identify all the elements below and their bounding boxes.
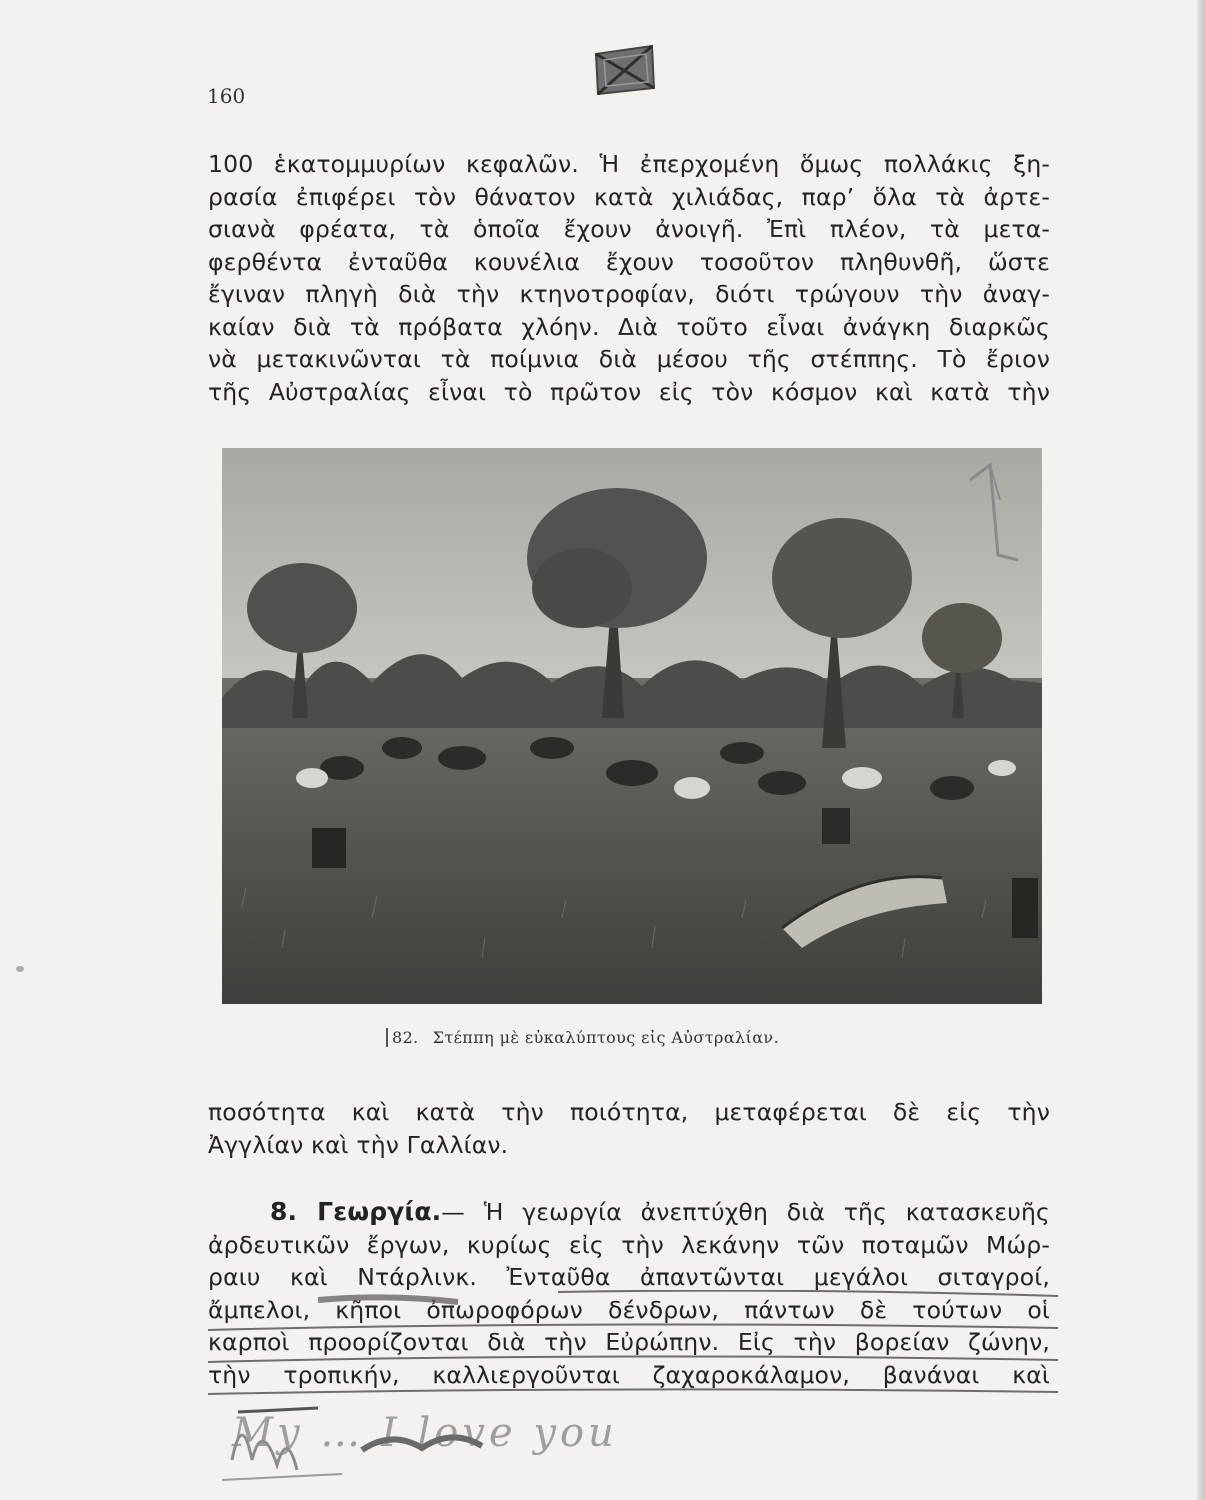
text-line: φερθέντα ἐνταῦθα κουνέλια ἔχουν τοσοῦτον πληθυνθῆ, ὥστε xyxy=(208,247,1050,276)
figure-caption xyxy=(386,1028,986,1047)
text-line: ποσότητα καὶ κατὰ τὴν ποιότητα, μεταφέρεται δὲ εἰς τὴν xyxy=(208,1098,1050,1126)
text-line: ἄμπελοι, κῆποι ὀπωροφόρων δένδρων, πάντων δὲ τούτων οἱ xyxy=(208,1295,1050,1324)
text-line: Ἀγγλίαν καὶ τὴν Γαλλίαν. xyxy=(208,1130,509,1159)
margin-dot xyxy=(16,966,24,972)
georgia-section xyxy=(208,1196,1050,1391)
text-line: — Ἡ γεωργία ἀνεπτύχθη διὰ τῆς κατασκευῆς xyxy=(441,1198,1050,1226)
photo-illustration xyxy=(222,448,1042,1004)
text-line: 100 ἑκατομμυρίων κεφαλῶν. Ἡ ἐπερχομένη ὅμως πολλάκις ξη- xyxy=(208,150,1050,178)
handwritten-note: My … I love you xyxy=(232,1410,618,1456)
steppe-photograph xyxy=(222,448,1042,1004)
text-line: σιανὰ φρέατα, τὰ ὁποῖα ἔχουν ἀνοιγῆ. Ἐπὶ πλέον, τὰ μετα- xyxy=(208,215,1050,243)
handwriting-scribble xyxy=(222,1400,742,1490)
ink-stamp-mark xyxy=(592,44,658,96)
section-heading: 8. Γεωργία. xyxy=(270,1197,442,1226)
page-number: 160 xyxy=(207,84,246,108)
text-line: καίαν διὰ τὰ πρόβατα χλόην. Διὰ τοῦτο εἶναι ἀνάγκη διαρκῶς xyxy=(208,312,1050,341)
text-line: τῆς Αὐστραλίας εἶναι τὸ πρῶτον εἰς τὸν κόσμον καὶ κατὰ τὴν xyxy=(208,377,1050,406)
pencil-margin-mark xyxy=(960,460,1040,570)
figure-number: 82. xyxy=(386,1028,419,1047)
text-line: ἔγιναν πληγὴ διὰ τὴν κτηνοτροφίαν, διότι τρώγουν τὴν ἀναγ- xyxy=(208,280,1050,308)
text-line: νὰ μετακινῶνται τὰ ποίμνια διὰ μέσου τῆς στέππης. Τὸ ἔριον xyxy=(208,345,1050,373)
page-edge xyxy=(1197,0,1205,1500)
text-line: τὴν τροπικήν, καλλιεργοῦνται ζαχαροκάλαμον, βανάναι καὶ xyxy=(208,1360,1050,1389)
continuation-paragraph xyxy=(208,1096,1050,1161)
text-line: ρασία ἐπιφέρει τὸν θάνατον κατὰ χιλιάδας, παρ’ ὅλα τὰ ἀρτε- xyxy=(208,182,1050,211)
text-line: καρποὶ προορίζονται διὰ τὴν Εὐρώπην. Εἰς τὴν βορείαν ζώνην, xyxy=(208,1328,1050,1356)
figure-caption-text: Στέππη μὲ εὐκαλύπτους εἰς Αὐστραλίαν. xyxy=(432,1028,780,1047)
text-line: ἀρδευτικῶν ἔργων, κυρίως εἰς τὴν λεκάνην τῶν ποταμῶν Μώρ- xyxy=(208,1230,1050,1259)
top-paragraph xyxy=(208,148,1050,408)
text-line: ραιυ καὶ Ντάρλινκ. Ἐνταῦθα ἀπαντῶνται μεγάλοι σιταγροί, xyxy=(208,1263,1050,1291)
section-first-line xyxy=(208,1196,1050,1229)
